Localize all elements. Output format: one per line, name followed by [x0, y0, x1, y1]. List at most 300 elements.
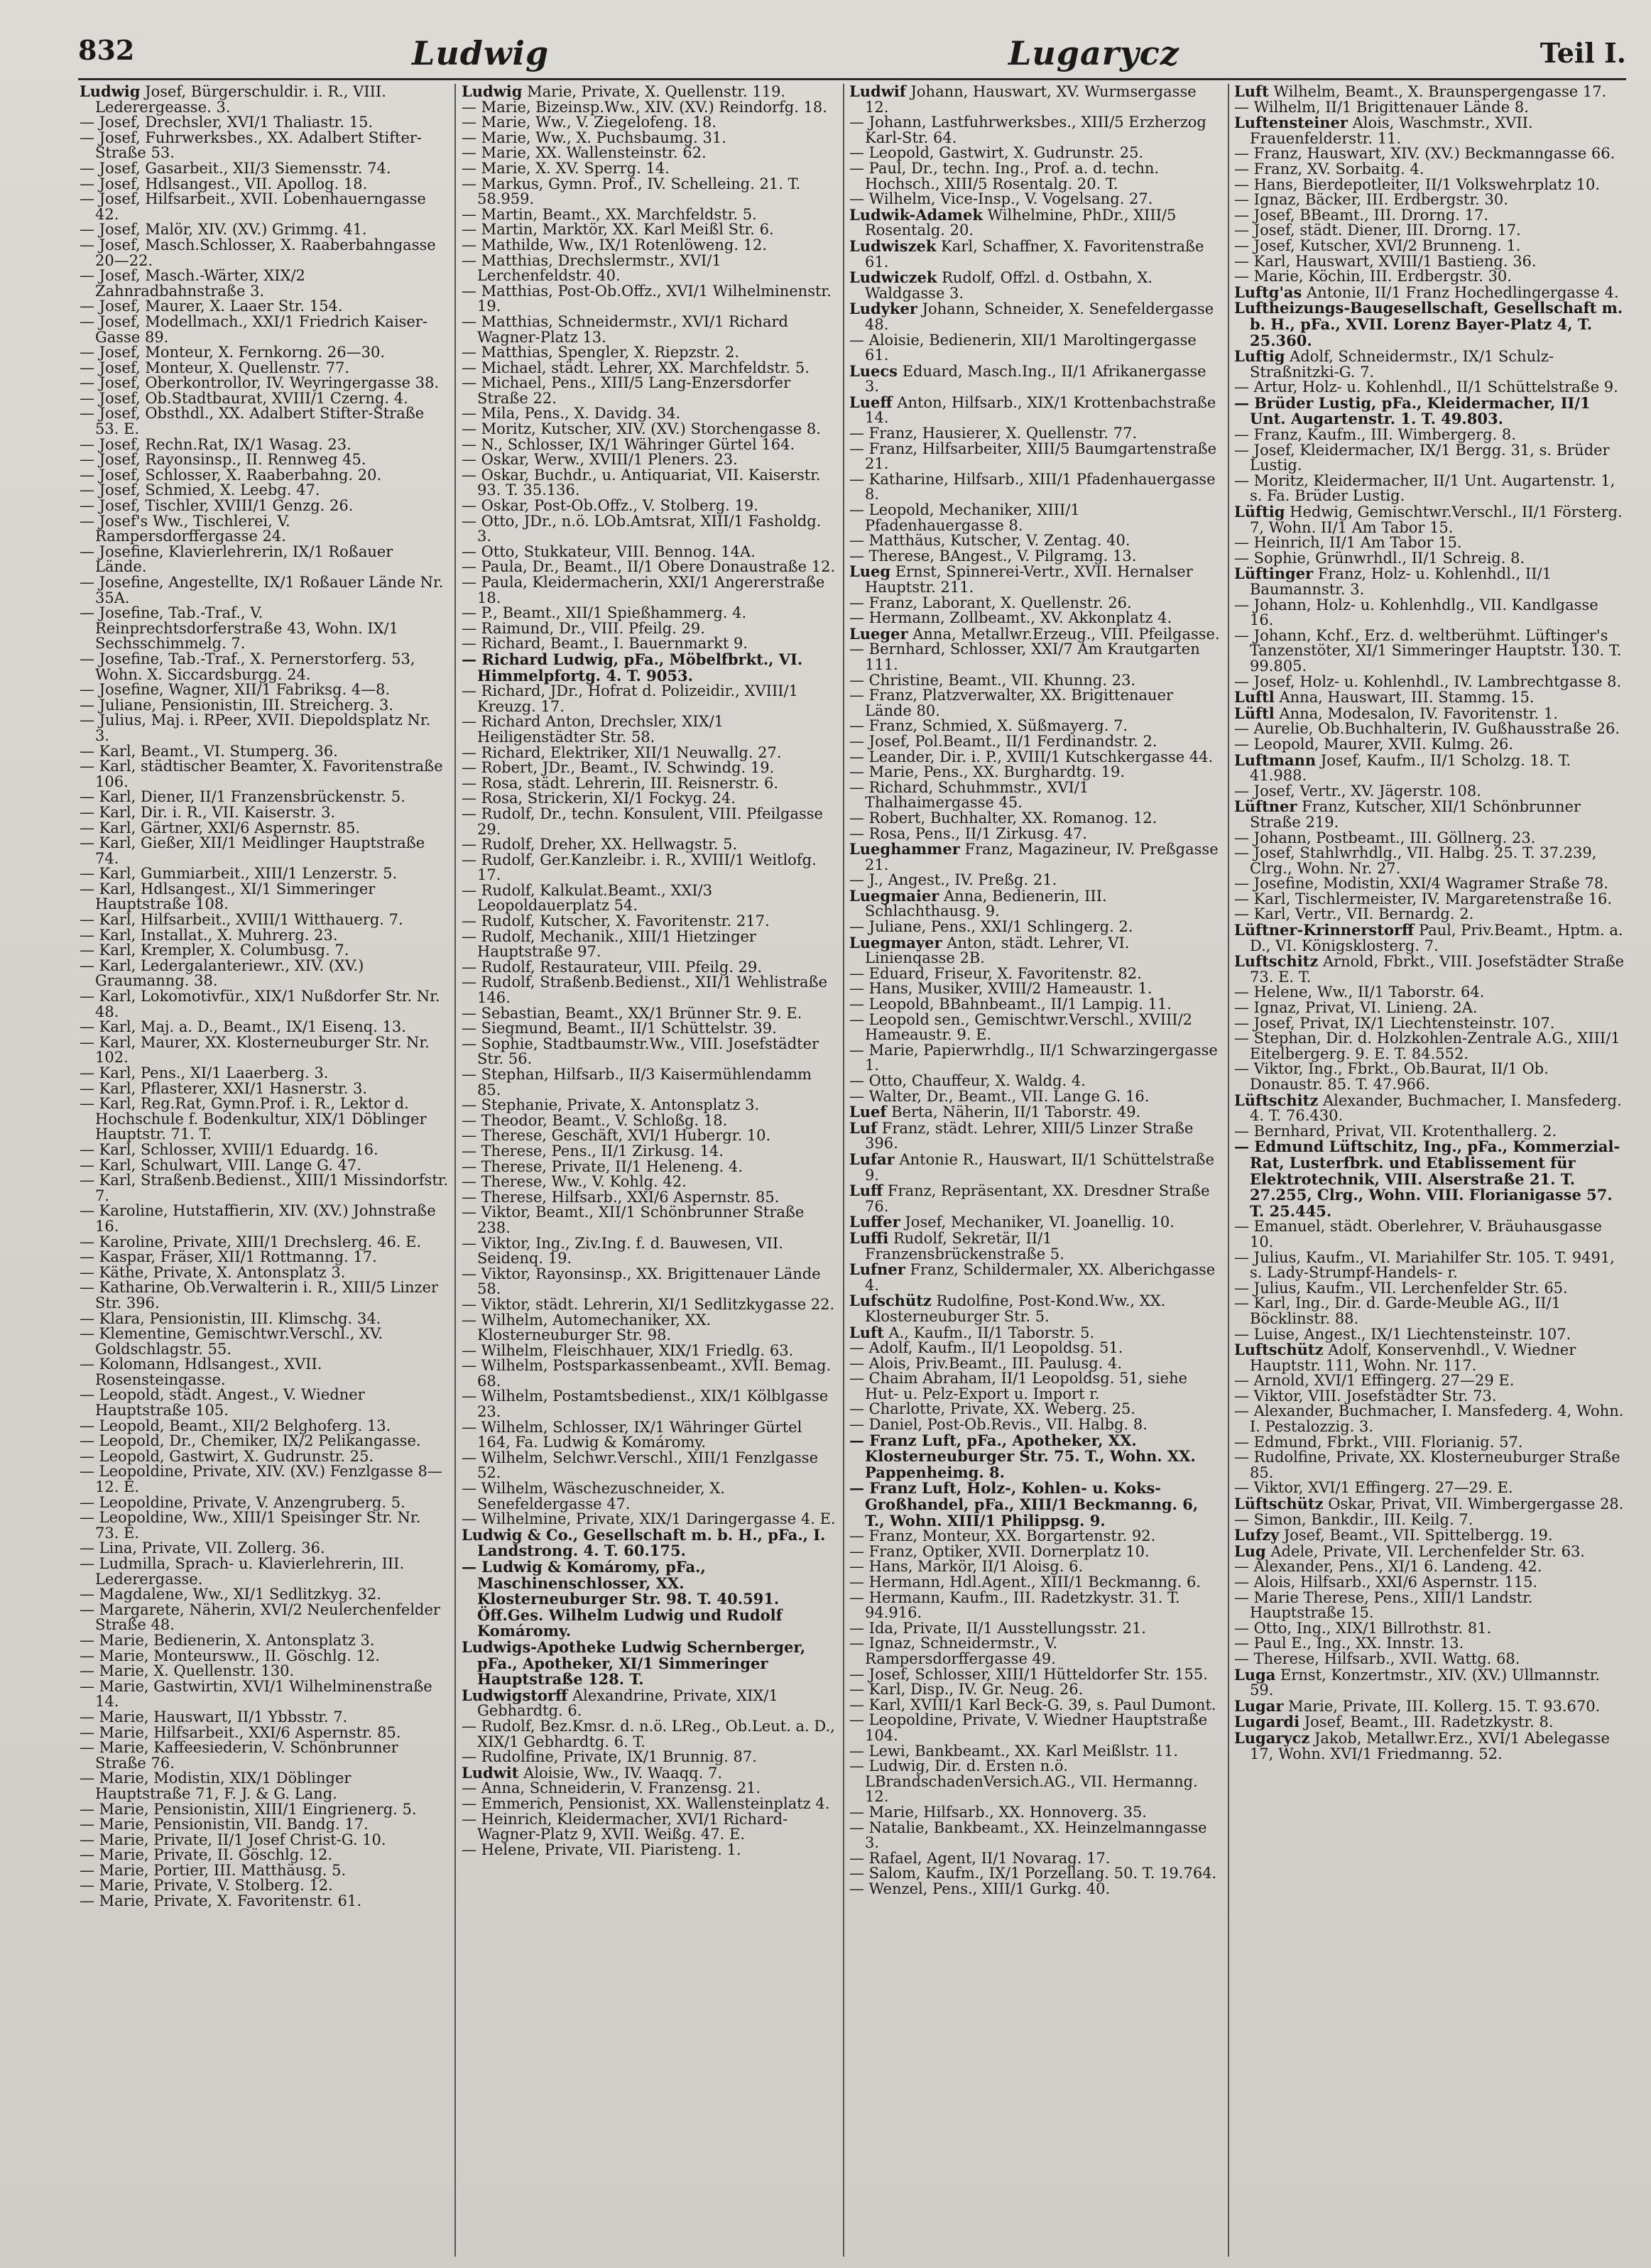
entry-text: — Matthias, Schneidermstr., XVI/1 Richard Wagner-Platz 13.: [462, 312, 788, 346]
entry-text: — Marie, Kaffeesiederin, V. Schönbrunner Straße 76.: [80, 1739, 398, 1772]
directory-entry: [1234, 892, 1626, 907]
directory-entry: [80, 1817, 449, 1833]
entry-text: — Karl, Vertr., VII. Bernardg. 2.: [1234, 905, 1474, 923]
directory-entry: [1234, 380, 1626, 396]
directory-entry: [462, 177, 838, 207]
entry-text: — Karl, Lokomotivfür., XIX/1 Nußdorfer Str. Nr. 48.: [80, 988, 440, 1020]
entry-text: — Raimund, Dr., VIII. Pfeilg. 29.: [462, 619, 705, 637]
directory-entry: [1234, 784, 1626, 800]
directory-entry: [1234, 223, 1626, 239]
entry-text: — Leopold, Dr., Chemiker, IX/2 Pelikangasse.: [80, 1432, 421, 1450]
directory-entry: [1234, 236, 1626, 254]
entry-text: — Karl, Tischlermeister, IV. Margaretenstraße 16.: [1234, 890, 1613, 907]
directory-entry: [1234, 1342, 1626, 1373]
directory-entry: [849, 1882, 1221, 1897]
directory-entry: [849, 1544, 1221, 1560]
entry-text: Josef, Bürgerschuldir. i. R., VIII. Lederergeasse. 3.: [95, 84, 386, 116]
entry-text: — Leopold, Mechaniker, XIII/1 Pfadenhauergasse 8.: [849, 501, 1080, 534]
entry-text: — Siegmund, Beamt., II/1 Schüttelstr. 39.: [462, 1020, 777, 1037]
entry-text: — Josef, Schlosser, X. Raaberbahng. 20.: [80, 466, 382, 484]
entry-text: — J., Angest., IV. Preßg. 21.: [849, 871, 1057, 889]
entry-text: — Ida, Private, II/1 Ausstellungsstr. 21.: [849, 1619, 1146, 1637]
entry-text: — Stephan, Hilfsarb., II/3 Kaisermühlendamm 85.: [462, 1066, 812, 1098]
entry-text: — Matthias, Spengler, X. Riepzstr. 2.: [462, 344, 740, 361]
directory-entry: [849, 1481, 1221, 1529]
directory-entry: [1234, 954, 1626, 985]
entry-surname: Ludwit: [462, 1763, 519, 1782]
entry-text: — Rudolf, Kutscher, X. Favoritenstr. 217.: [462, 912, 770, 930]
directory-entry: [849, 1341, 1221, 1356]
entry-text: Marie, Private, III. Kollerg. 15. T. 93.670.: [1288, 1697, 1601, 1715]
directory-entry: [849, 1228, 1221, 1263]
directory-entry: [849, 1667, 1221, 1683]
directory-entry: [849, 1744, 1221, 1760]
directory-entry: [849, 270, 1221, 301]
directory-entry: [849, 1104, 1221, 1121]
entry-text: — Aurelie, Ob.Buchhalterin, IV. Gußhausstraße 26.: [1234, 720, 1620, 738]
directory-entry: [849, 395, 1221, 426]
entry-surname: Lueghammer: [849, 840, 960, 858]
entry-text: — Matthäus, Kutscher, V. Zentag. 40.: [849, 532, 1130, 550]
entry-text: — Marie, Pensionistin, XIII/1 Eingrienerg. 5.: [80, 1800, 417, 1818]
directory-entry: [462, 131, 838, 146]
directory-entry: [462, 1313, 838, 1343]
entry-text: — Karl, Maurer, XX. Klosterneuburger Str. Nr. 102.: [80, 1033, 430, 1067]
directory-entry: [1234, 831, 1626, 846]
directory-entry: [849, 1866, 1221, 1882]
entry-text: — Stephanie, Private, X. Antonsplatz 3.: [462, 1096, 760, 1114]
entry-text: — Leopold, Gastwirt, X. Gudrunstr. 25.: [80, 1447, 374, 1465]
directory-entry: [1234, 1714, 1626, 1730]
entry-text: — Bernhard, Privat, VII. Krotenthallerg. 2.: [1234, 1122, 1557, 1140]
directory-entry: [462, 975, 838, 1005]
directory-entry: [1234, 1139, 1626, 1219]
entry-text: — Therese, Hilfsarb., XVII. Wattg. 68.: [1234, 1650, 1520, 1667]
entry-firm-text: Luftheizungs-Baugesellschaft, Gesellschaft m. b. H., pFa., XVII. Lorenz Bayer-Platz 4, T. 25.360.: [1234, 299, 1623, 349]
directory-entry: [849, 1214, 1221, 1231]
directory-entry: [849, 1529, 1221, 1544]
directory-entry: [849, 981, 1221, 997]
entry-text: — Marie, Private, II/1 Josef Christ-G. 10.: [80, 1831, 386, 1848]
entry-text: — Marie, Private, V. Stolberg. 12.: [80, 1877, 333, 1894]
entry-surname: Lüftschütz: [1234, 1495, 1324, 1513]
entry-firm-text: — Franz Luft, pFa., Apotheker, XX. Klosterneuburger Str. 75. T., Wohn. XX. Pappenheimg. 8.: [849, 1431, 1196, 1481]
entry-text: — Ludwig, Dir. d. Ersten n.ö. LBrandschadenVersich.AG., VII. Hermanng. 12.: [849, 1757, 1198, 1806]
directory-entry: [462, 684, 838, 714]
directory-entry: [462, 1719, 838, 1750]
entry-text: Adele, Private, VII. Lerchenfelder Str. 63.: [1270, 1542, 1585, 1560]
directory-entry: [462, 1144, 838, 1160]
directory-entry: [1234, 285, 1626, 301]
entry-text: — Wilhelm, Automechaniker, XX. Klosterneuburger Str. 98.: [462, 1311, 712, 1344]
directory-entry: [80, 956, 449, 990]
entry-text: — Hermann, Zollbeamt., XV. Akkonplatz 4.: [849, 609, 1172, 627]
entry-firm-text: — Edmund Lüftschitz, Ing., pFa., Kommerzial-Rat, Lusterfbrk. und Etablissement für Elektrotechnik, VIII. Alserstraße 21. T. 27.255, Clrg., Wohn. VIII. Florianigasse 57. T. 25.445.: [1234, 1138, 1620, 1220]
directory-entry: [462, 560, 838, 575]
directory-entry: [462, 1067, 838, 1098]
directory-entry: [80, 115, 449, 131]
entry-text: Wilhelmine, PhDr., XIII/5 Rosentalg. 20.: [865, 206, 1177, 239]
column-2: [462, 84, 838, 2257]
entry-text: — Marie, Ww., X. Puchsbaumg. 31.: [462, 129, 726, 146]
directory-entry: [80, 698, 449, 714]
entry-text: — Wilhelm, Selchwr.Verschl., XIII/1 Fenzlgasse 52.: [462, 1449, 819, 1482]
directory-entry: [1234, 672, 1626, 690]
entry-text: — Franz, Schmied, X. Süßmayerg. 7.: [849, 717, 1128, 735]
directory-entry: [80, 682, 449, 698]
directory-entry: [849, 1118, 1221, 1152]
directory-entry: [1234, 1001, 1626, 1016]
directory-entry: [80, 452, 449, 468]
directory-entry: [849, 596, 1221, 611]
entry-text: — Josef, Maurer, X. Laaer Str. 154.: [80, 298, 343, 315]
entry-text: — Daniel, Post-Ob.Revis., VII. Halbg. 8.: [849, 1416, 1148, 1434]
entry-text: — Sebastian, Beamt., XX/1 Brünner Str. 9. E.: [462, 1004, 802, 1022]
entry-text: — Josefine, Tab.-Traf., X. Pernerstorferg. 53, Wohn. X. Siccardsburgg. 24.: [80, 650, 415, 683]
directory-entry: [1234, 566, 1626, 597]
entry-text: — Rudolf, Straßenb.Bedienst., XII/1 Wehlistraße 146.: [462, 974, 828, 1007]
entry-text: — Matthias, Drechslermstr., XVI/1 Lerchenfeldstr. 40.: [462, 251, 721, 285]
directory-entry: [80, 1066, 449, 1081]
directory-entry: [80, 312, 449, 346]
entry-text: — Josefine, Klavierlehrerin, IX/1 Roßauer Lände.: [80, 543, 393, 576]
entry-surname: Lüftig: [1234, 503, 1285, 521]
entry-text: — Karl, Reg.Rat, Gymn.Prof. i. R., Lektor d. Hochschule f. Bodenkultur, XIX/1 Döblinger Hauptstr. 71. T.: [80, 1095, 427, 1143]
entry-text: — Karl, städtischer Beamter, X. Favoritenstraße 106.: [80, 758, 443, 790]
directory-entry: [849, 873, 1221, 888]
directory-entry: [849, 811, 1221, 827]
directory-entry: [462, 776, 838, 792]
entry-text: — Ludmilla, Sprach- u. Klavierlehrerin, III. Lederergasse.: [80, 1555, 405, 1588]
entry-text: — Kolomann, Hdlsangest., XVII. Rosensteingasse.: [80, 1356, 322, 1388]
entry-text: — Marie, Pens., XX. Burghardtg. 19.: [849, 763, 1126, 781]
entry-text: — Viktor, Ing., Fbrkt., Ob.Baurat, II/1 Ob. Donaustr. 85. T. 47.966.: [1234, 1060, 1549, 1093]
entry-text: — Simon, Bankdir., III. Keilg. 7.: [1234, 1510, 1473, 1528]
entry-surname: Lueger: [849, 624, 908, 643]
directory-entry: [80, 177, 449, 192]
column-divider: [1228, 84, 1229, 2257]
entry-text: — Rudolf, Dreher, XX. Hellwagstr. 5.: [462, 836, 738, 854]
directory-entry: [80, 131, 449, 161]
directory-entry: [849, 1698, 1221, 1713]
entry-text: — Anna, Schneiderin, V. Franzensg. 21.: [462, 1779, 761, 1797]
entry-text: Johann, Hauswart, XV. Wurmsergasse 12.: [865, 84, 1197, 116]
directory-entry: [80, 1587, 449, 1603]
entry-text: — Michael, städt. Lehrer, XX. Marchfeldstr. 5.: [462, 359, 810, 376]
entry-text: — Otto, Chauffeur, X. Waldg. 4.: [849, 1072, 1086, 1089]
entry-text: — Johann, Holz- u. Kohlenhdlg., VII. Kandlgasse 16.: [1234, 596, 1598, 629]
entry-surname: Luftl: [1234, 688, 1275, 707]
entry-text: — Josef, Masch.Schlosser, X. Raaberbahngasse 20—22.: [80, 236, 436, 269]
directory-entry: [1234, 443, 1626, 474]
directory-entry: [80, 575, 449, 606]
directory-entry: [462, 1006, 838, 1022]
entry-text: — Helene, Private, VII. Piaristeng. 1.: [462, 1841, 741, 1858]
entry-text: — Paul E., Ing., XX. Innstr. 13.: [1234, 1635, 1464, 1652]
entry-text: — Emmerich, Pensionist, XX. Wallensteinplatz 4.: [462, 1794, 830, 1812]
entry-text: — Richard, Elektriker, XII/1 Neuwallg. 27.: [462, 743, 782, 761]
directory-entry: [80, 1235, 449, 1250]
entry-text: — Theodor, Beamt., V. Schloßg. 18.: [462, 1111, 728, 1129]
directory-entry: [849, 997, 1221, 1013]
entry-text: — Marie, Pensionistin, VII. Bandg. 17.: [80, 1816, 369, 1833]
entry-text: — Rudolf, Mechanik., XIII/1 Hietzinger Hauptstraße 97.: [462, 927, 756, 961]
entry-text: — Rudolf, Dr., techn. Konsulent, VIII. Pfeilgasse 29.: [462, 805, 823, 838]
entry-text: — Aloisie, Bedienerin, XII/1 Maroltingergasse 61.: [849, 331, 1197, 364]
directory-entry: [1234, 1730, 1626, 1762]
directory-entry: [1234, 300, 1626, 349]
directory-entry: [80, 1833, 449, 1848]
entry-text: — Franz, Optiker, XVII. Dornerplatz 10.: [849, 1542, 1150, 1560]
entry-text: — Rudolf, Restaurateur, VIII. Pfeilg. 29.: [462, 958, 763, 976]
directory-entry: [80, 1158, 449, 1174]
directory-entry: [849, 192, 1221, 207]
entry-text: — Alois, Priv.Beamt., III. Paulusg. 4.: [849, 1354, 1123, 1372]
entry-text: — Karl, Schulwart, VIII. Lange G. 47.: [80, 1156, 361, 1174]
directory-entry: [80, 1096, 449, 1143]
directory-entry: [80, 1204, 449, 1234]
directory-entry: [462, 84, 838, 100]
entry-text: — Hans, Bierdepotleiter, II/1 Volkswehrplatz 10.: [1234, 175, 1601, 193]
entry-text: — Katharine, Ob.Verwalterin i. R., XIII/5 Linzer Str. 396.: [80, 1279, 439, 1312]
directory-entry: [80, 1725, 449, 1741]
entry-text: — Rudolf, Ger.Kanzleibr. i. R., XVIII/1 Weitlofg. 17.: [462, 851, 817, 884]
entry-text: — Wilhelmine, Private, XIX/1 Daringergasse 4. E.: [462, 1510, 836, 1528]
entry-firm-text: Ludwig & Co., Gesellschaft m. b. H., pFa., I. Landstrong. 4. T. 60.175.: [462, 1525, 826, 1560]
entry-text: — Wilhelm, Vice-Insp., V. Vogelsang. 27.: [849, 190, 1153, 208]
entry-text: — Hans, Musiker, XVIII/2 Hameaustr. 1.: [849, 980, 1153, 998]
entry-text: — Klara, Pensionistin, III. Klimschg. 34.: [80, 1309, 381, 1327]
entry-text: Alexandrine, Private, XIX/1 Gebhardtg. 6.: [477, 1686, 778, 1720]
entry-firm-text: — Brüder Lustig, pFa., Kleidermacher, II/1 Unt. Augartenstr. 1. T. 49.803.: [1234, 393, 1591, 428]
directory-entry: [849, 824, 1221, 842]
entry-text: Jakob, Metallwr.Erz., XVI/1 Abelegasse 17, Wohn. XVI/1 Friedmanng. 52.: [1250, 1729, 1610, 1762]
directory-entry: [462, 1688, 838, 1719]
directory-entry: [849, 1043, 1221, 1074]
entry-text: Karl, Schaffner, X. Favoritenstraße 61.: [865, 237, 1204, 271]
directory-entry: [80, 1309, 449, 1327]
directory-entry: [462, 1843, 838, 1858]
entry-text: — Franz, Platzverwalter, XX. Brigittenauer Lände 80.: [849, 687, 1174, 719]
directory-entry: [849, 1682, 1221, 1698]
entry-text: Rudolfine, Post-Kond.Ww., XX. Klosterneuburger Str. 5.: [865, 1292, 1166, 1325]
directory-entry: [849, 533, 1221, 549]
directory-entry: [80, 545, 449, 575]
entry-text: — Sophie, Grünwrhdl., II/1 Schreig. 8.: [1234, 549, 1525, 567]
directory-entry: [1234, 1696, 1626, 1715]
directory-entry: [80, 514, 449, 545]
directory-entry: [80, 1250, 449, 1265]
entry-text: — Julius, Kaufm., VII. Lerchenfelder Str. 65.: [1234, 1279, 1568, 1297]
part-label: Teil I.: [1540, 37, 1626, 69]
directory-entry: [849, 503, 1221, 533]
entry-text: — Josef, städt. Diener, III. Drorng. 17.: [1234, 222, 1521, 239]
directory-entry: [80, 1649, 449, 1664]
directory-entry: [1234, 1219, 1626, 1250]
directory-entry: [80, 238, 449, 268]
directory-entry: [849, 1089, 1221, 1105]
directory-entry: [80, 744, 449, 760]
directory-entry: [80, 1140, 449, 1158]
entry-text: — Leopoldine, Private, V. Wiedner Hauptstraße 104.: [849, 1711, 1208, 1744]
entry-surname: Luftensteiner: [1234, 114, 1348, 132]
directory-entry: [462, 1236, 838, 1267]
directory-entry: [462, 222, 838, 238]
directory-entry: [1234, 1544, 1626, 1560]
entry-text: — Rudolf, Kalkulat.Beamt., XXI/3 Leopoldauerplatz 54.: [462, 881, 713, 915]
entry-text: — Heinrich, Kleidermacher, XVI/1 Richard-Wagner-Platz 9, XVII. Weißg. 47. E.: [462, 1810, 788, 1843]
directory-entry: [80, 836, 449, 866]
directory-entry: [849, 1262, 1221, 1293]
entry-surname: Lüftschitz: [1234, 1091, 1319, 1109]
directory-entry: [80, 84, 449, 115]
entry-surname: Ludwig: [462, 84, 523, 100]
entry-text: Franz, Kutscher, XII/1 Schönbrunner Straße 219.: [1250, 798, 1581, 831]
entry-text: — Otto, JDr., n.ö. LOb.Amtsrat, XIII/1 Fasholdg. 3.: [462, 512, 822, 545]
entry-text: — Therese, Hilfsarb., XXI/6 Aspernstr. 85.: [462, 1188, 780, 1206]
directory-entry: [462, 1451, 838, 1481]
directory-entry: [849, 1588, 1221, 1622]
directory-entry: [462, 883, 838, 914]
directory-entry: [849, 626, 1221, 643]
entry-text: — Therese, Geschäft, XVI/1 Hubergr. 10.: [462, 1127, 771, 1145]
entry-text: — Wilhelm, Fleischhauer, XIX/1 Friedlg. 63.: [462, 1341, 794, 1359]
entry-text: — Josef, Hdlsangest., VII. Apollog. 18.: [80, 175, 368, 192]
entry-text: — Robert, JDr., Beamt., IV. Schwindg. 19.: [462, 759, 775, 777]
entry-text: Anna, Metallwr.Erzeug., VIII. Pfeilgasse.: [912, 625, 1220, 643]
entry-text: — Josef, Schlosser, XIII/1 Hütteldorfer Str. 155.: [849, 1665, 1208, 1683]
entry-text: Wilhelm, Beamt., X. Braunspergengasse 17.: [1273, 84, 1607, 100]
entry-surname: Ludwif: [849, 84, 906, 100]
directory-entry: [80, 1603, 449, 1633]
entry-text: — Karl, Ledergalanteriewr., XIV. (XV.) Graumanng. 38.: [80, 956, 364, 990]
entry-text: — Josef's Ww., Tischlerei, V. Rampersdorffergasse 24.: [80, 512, 290, 545]
directory-entry: [1234, 471, 1626, 505]
entry-text: Marie, Private, X. Quellenstr. 119.: [527, 84, 786, 100]
entry-text: — Eduard, Friseur, X. Favoritenstr. 82.: [849, 964, 1142, 982]
entry-text: — Wilhelm, II/1 Brigittenauer Lände 8.: [1234, 98, 1529, 116]
entry-text: — Josefine, Tab.-Traf., V. Reinprechtsdorferstraße 43, Wohn. IX/1 Sechsschimmelg. 7.: [80, 604, 399, 653]
entry-surname: Luftg'as: [1234, 283, 1302, 301]
entry-text: — Ignaz, Privat, VI. Linieng. 2A.: [1234, 999, 1478, 1017]
entry-text: — Karl, Gießer, XII/1 Meidlinger Hauptstraße 74.: [80, 834, 425, 867]
directory-entry: [849, 1402, 1221, 1417]
directory-entry: [462, 284, 838, 315]
directory-entry: [1234, 1527, 1626, 1544]
entry-text: Aloisie, Ww., IV. Waaqq. 7.: [523, 1764, 722, 1782]
directory-entry: [1234, 1481, 1626, 1496]
directory-entry: [1234, 84, 1626, 100]
entry-text: — Mathilde, Ww., IX/1 Rotenlöweng. 12.: [462, 236, 768, 253]
entry-text: — Otto, Ing., XIX/1 Billrothstr. 81.: [1234, 1619, 1492, 1637]
directory-entry: [462, 1297, 838, 1313]
entry-text: — Josef, Obsthdl., XX. Adalbert Stifter-Straße 53. E.: [80, 405, 425, 438]
entry-text: — Franz, XV. Sorbaitg. 4.: [1234, 160, 1424, 178]
entry-surname: Luftig: [1234, 347, 1285, 366]
entry-text: — Franz, Kaufm., III. Wimbergerg. 8.: [1234, 426, 1516, 444]
entry-text: — Matthias, Post-Ob.Offz., XVI/1 Wilhelminenstr. 19.: [462, 282, 832, 315]
directory-entry: [849, 673, 1221, 689]
directory-entry: [849, 1183, 1221, 1214]
directory-entry: [462, 253, 838, 284]
directory-entry: [849, 1356, 1221, 1372]
directory-entry: [1234, 922, 1626, 954]
directory-entry: [80, 606, 449, 652]
entry-text: — Arnold, XVI/1 Effingerg. 27—29 E.: [1234, 1372, 1515, 1390]
entry-text: — Stephan, Dir. d. Holzkohlen-Zentrale A.G., XIII/1 Eitelbergerg. 9. E. T. 84.552.: [1234, 1030, 1620, 1062]
entry-text: — N., Schlosser, IX/1 Währinger Gürtel 164.: [462, 435, 795, 453]
entry-text: — Karl, XVIII/1 Karl Beck-G. 39, s. Paul Dumont.: [849, 1696, 1216, 1713]
entry-text: Josef, Kaufm., II/1 Scholzg. 18. T. 41.988.: [1250, 751, 1571, 785]
directory-entry: [462, 545, 838, 560]
entry-surname: Ludwiszek: [849, 236, 937, 255]
entry-text: — Wilhelm, Wäschezuschneider, X. Senefeldergasse 47.: [462, 1480, 725, 1512]
entry-surname: Lüftinger: [1234, 565, 1314, 583]
entry-surname: Luecs: [849, 361, 898, 380]
entry-surname: Lugarycz: [1234, 1728, 1310, 1747]
entry-text: Anna, Modesalon, IV. Favoritenstr. 1.: [1279, 704, 1558, 722]
entry-text: — Karl, Beamt., VI. Stumperg. 36.: [80, 742, 338, 760]
directory-entry: [80, 1894, 449, 1909]
directory-entry: [1234, 1652, 1626, 1667]
directory-entry: [1234, 146, 1626, 162]
entry-text: Ernst, Spinnerei-Vertr., XVII. Hernalser Hauptstr. 211.: [865, 563, 1193, 596]
entry-text: — Käthe, Private, X. Antonsplatz 3.: [80, 1263, 346, 1281]
directory-entry: [849, 642, 1221, 672]
entry-text: — Kaspar, Fräser, XII/1 Rottmanng. 17.: [80, 1248, 377, 1266]
directory-entry: [80, 268, 449, 299]
directory-entry: [1234, 1621, 1626, 1637]
directory-entry: [849, 236, 1221, 271]
entry-text: — Josef, Monteur, X. Quellenstr. 77.: [80, 359, 350, 376]
entry-surname: Lufar: [849, 1150, 895, 1168]
entry-text: — Karoline, Hutstaffierin, XIV. (XV.) Johnstraße 16.: [80, 1202, 436, 1235]
directory-entry: [80, 1510, 449, 1541]
directory-entry: [1234, 269, 1626, 285]
directory-entry: [462, 621, 838, 637]
entry-surname: Ludwigstorff: [462, 1686, 568, 1704]
entry-text: — Richard Anton, Drechsler, XIX/1 Heiligenstädter Str. 58.: [462, 713, 724, 746]
directory-entry: [1234, 1281, 1626, 1297]
directory-entry: [80, 1710, 449, 1725]
entry-text: — Marie, X. Quellenstr. 130.: [80, 1662, 295, 1680]
directory-entry: [462, 1190, 838, 1206]
entry-text: — Julius, Maj. i. RPeer, XVII. Diepoldsplatz Nr. 3.: [80, 712, 431, 744]
directory-entry: [849, 1636, 1221, 1667]
entry-text: Antonie, II/1 Franz Hochedlingergasse 4.: [1307, 283, 1619, 301]
directory-entry: [462, 960, 838, 976]
column-4: [1234, 84, 1626, 2257]
entry-text: — Leopoldine, Ww., XIII/1 Speisinger Str. Nr. 73. E.: [80, 1509, 421, 1542]
entry-text: — Wenzel, Pens., XIII/1 Gurkg. 40.: [849, 1880, 1111, 1897]
entry-text: — Karl, Pens., XI/1 Laaerberg. 3.: [80, 1064, 329, 1081]
directory-entry: [462, 115, 838, 131]
directory-entry: [462, 636, 838, 652]
entry-text: — Rosa, städt. Lehrerin, III. Reisnerstr. 6.: [462, 774, 779, 792]
directory-entry: [80, 437, 449, 453]
entry-text: — Leopoldine, Private, XIV. (XV.) Fenzlgasse 8—12. E.: [80, 1463, 442, 1496]
entry-text: — Josef, Monteur, X. Fernkorng. 26—30.: [80, 344, 386, 361]
directory-entry: [849, 1713, 1221, 1743]
directory-entry: [1234, 1512, 1626, 1528]
directory-entry: [1234, 1496, 1626, 1512]
entry-text: — Paula, Kleidermacherin, XXI/1 Angererstraße 18.: [462, 574, 825, 606]
entry-text: Eduard, Masch.Ing., II/1 Afrikanergasse 3.: [865, 362, 1206, 396]
entry-text: Alexander, Buchmacher, I. Mansfederg. 4. T. 76.430.: [1250, 1091, 1622, 1125]
entry-text: — Josef, Vertr., XV. Jägerstr. 108.: [1234, 782, 1481, 800]
directory-entry: [80, 468, 449, 484]
entry-surname: Luft: [1234, 84, 1269, 100]
